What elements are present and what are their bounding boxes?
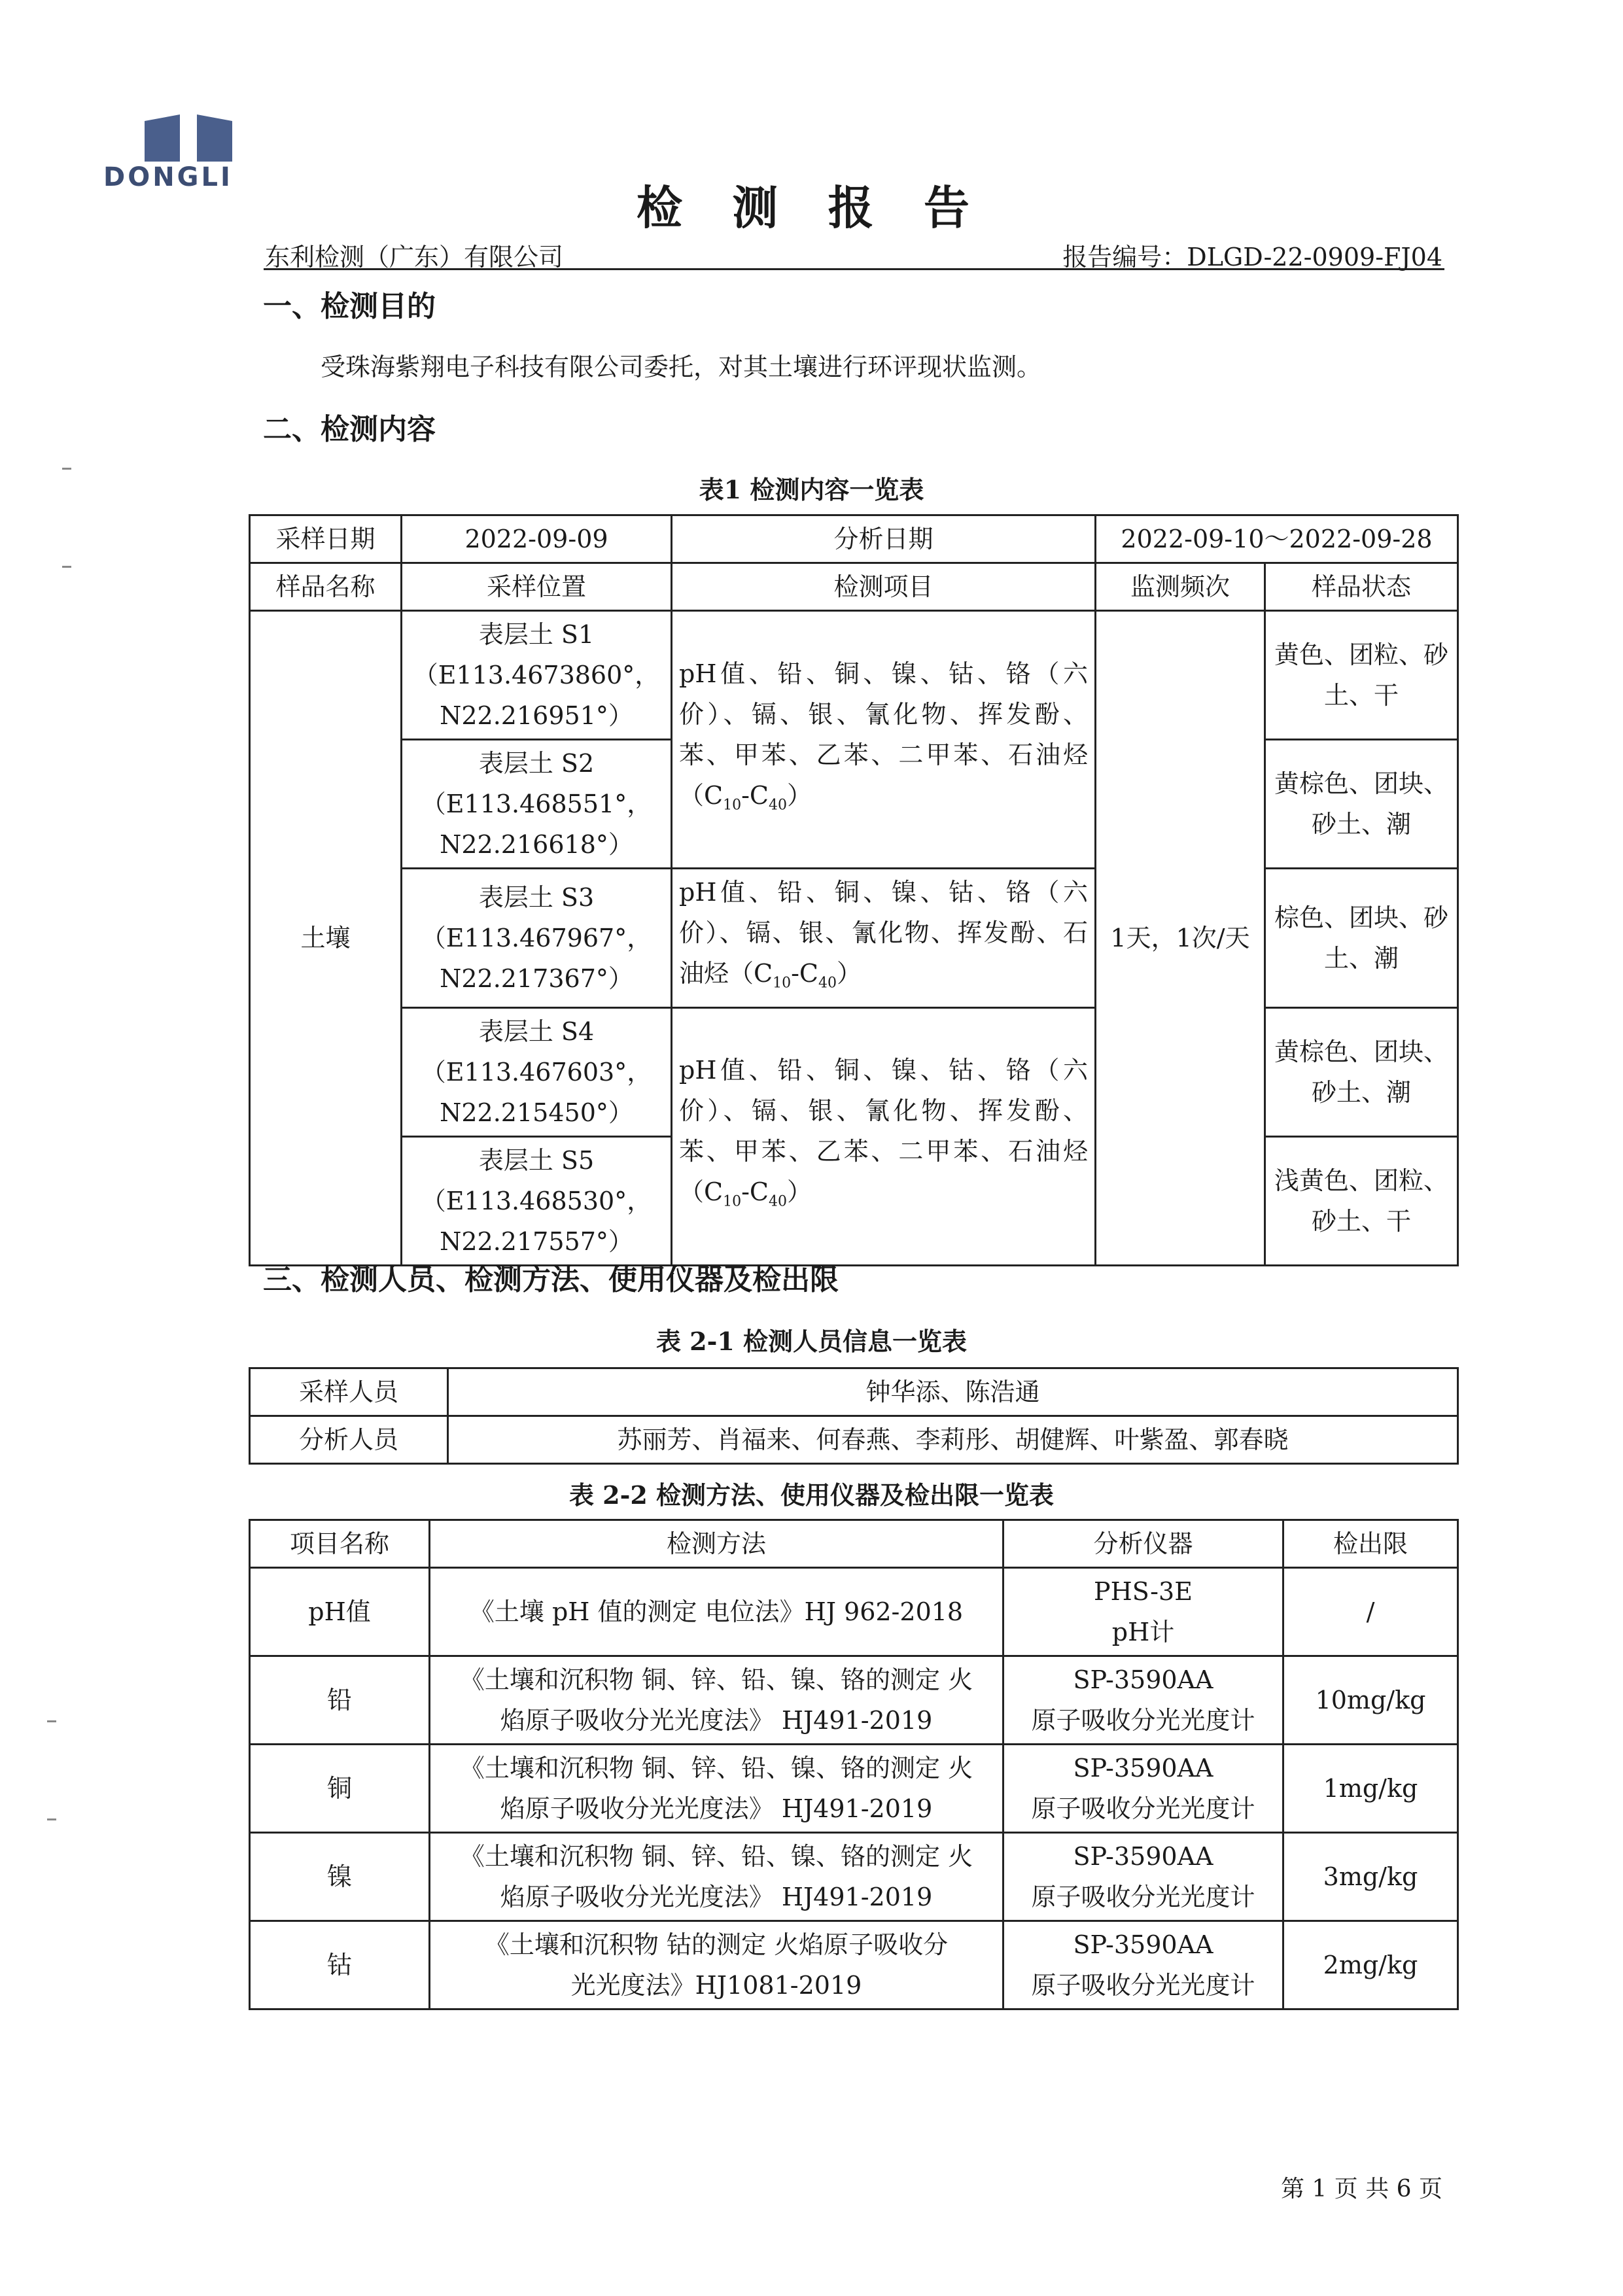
table-personnel bbox=[249, 1367, 1459, 1465]
section-title-personnel-methods: 三、检测人员、检测方法、使用仪器及检出限 bbox=[263, 1263, 839, 1296]
section-title-content: 二、检测内容 bbox=[263, 413, 436, 446]
method-item: 钴 bbox=[250, 1921, 430, 2009]
method-text: 《土壤 pH 值的测定 电位法》HJ 962-2018 bbox=[430, 1568, 1003, 1656]
method-text: 《土壤和沉积物 铜、锌、铅、镍、铬的测定 火 焰原子吸收分光光度法》 HJ491-2019 bbox=[430, 1833, 1003, 1921]
table1-caption: 表1 检测内容一览表 bbox=[699, 475, 924, 504]
header-state: 样品状态 bbox=[1265, 563, 1458, 611]
items-cell: pH值、铅、铜、镍、钴、铬（六价）、镉、银、氰化物、挥发酚、石油烃$(C_{10}-C_{40})$ bbox=[672, 869, 1096, 1008]
header-frequency: 监测频次 bbox=[1096, 563, 1265, 611]
report-title: 检 测 报 告 bbox=[636, 181, 987, 235]
frequency-cell: 1天，1次/天 bbox=[1096, 611, 1265, 1266]
state-cell: 黄棕色、团块、砂土、潮 bbox=[1265, 1007, 1458, 1136]
personnel-value: 苏丽芳、肖福来、何春燕、李莉彤、胡健辉、叶紫盈、郭春晓 bbox=[448, 1416, 1458, 1464]
state-cell: 浅黄色、团粒、砂土、干 bbox=[1265, 1136, 1458, 1265]
sample-name-cell: 土壤 bbox=[250, 611, 402, 1266]
location-cell: 表层土 S4 （E113.467603°， N22.215450°） bbox=[402, 1007, 672, 1136]
items-cell: pH值、铅、铜、镍、钴、铬（六价）、镉、银、氰化物、挥发酚、苯、甲苯、乙苯、二甲苯、石油烃$(C_{10}-C_{40})$ bbox=[672, 1007, 1096, 1265]
method-limit: 1mg/kg bbox=[1283, 1745, 1458, 1833]
header-item-name: 项目名称 bbox=[250, 1520, 430, 1568]
sampling-date-label: 采样日期 bbox=[250, 515, 402, 563]
analysis-date-value: 2022-09-10～2022-09-28 bbox=[1096, 515, 1458, 563]
method-item: 铜 bbox=[250, 1745, 430, 1833]
location-cell: 表层土 S2 （E113.468551°， N22.216618°） bbox=[402, 740, 672, 869]
header-method: 检测方法 bbox=[430, 1520, 1003, 1568]
sampling-date-value: 2022-09-09 bbox=[402, 515, 672, 563]
location-cell: 表层土 S3 （E113.467967°， N22.217367°） bbox=[402, 869, 672, 1008]
items-cell: pH值、铅、铜、镍、钴、铬（六价）、镉、银、氰化物、挥发酚、苯、甲苯、乙苯、二甲苯、石油烃$(C_{10}-C_{40})$ bbox=[672, 611, 1096, 869]
table-detection-content bbox=[249, 514, 1459, 1266]
method-limit: 10mg/kg bbox=[1283, 1656, 1458, 1745]
method-limit: 2mg/kg bbox=[1283, 1921, 1458, 2009]
page-number: 第 1 页 共 6 页 bbox=[1280, 2176, 1442, 2202]
table-methods bbox=[249, 1519, 1459, 2010]
header-divider bbox=[264, 268, 1444, 270]
method-text: 《土壤和沉积物 铜、锌、铅、镍、铬的测定 火 焰原子吸收分光光度法》 HJ491-2019 bbox=[430, 1656, 1003, 1745]
method-text: 《土壤和沉积物 钴的测定 火焰原子吸收分 光光度法》HJ1081-2019 bbox=[430, 1921, 1003, 2009]
method-instrument: SP-3590AA 原子吸收分光光度计 bbox=[1003, 1745, 1283, 1833]
method-limit: 3mg/kg bbox=[1283, 1833, 1458, 1921]
logo-text: DONGLI bbox=[103, 162, 233, 192]
location-cell: 表层土 S1 （E113.4673860°， N22.216951°） bbox=[402, 611, 672, 740]
method-item: 镍 bbox=[250, 1833, 430, 1921]
header-items: 检测项目 bbox=[672, 563, 1096, 611]
table21-caption: 表 2-1 检测人员信息一览表 bbox=[655, 1327, 968, 1356]
scan-speck bbox=[62, 566, 71, 568]
method-instrument: SP-3590AA 原子吸收分光光度计 bbox=[1003, 1921, 1283, 2009]
personnel-value: 钟华添、陈浩通 bbox=[448, 1368, 1458, 1416]
header-sample-name: 样品名称 bbox=[250, 563, 402, 611]
table22-caption: 表 2-2 检测方法、使用仪器及检出限一览表 bbox=[568, 1480, 1055, 1510]
state-cell: 黄色、团粒、砂土、干 bbox=[1265, 611, 1458, 740]
scan-speck bbox=[47, 1818, 56, 1820]
section-title-purpose: 一、检测目的 bbox=[263, 290, 436, 323]
method-item: pH值 bbox=[250, 1568, 430, 1656]
header-limit: 检出限 bbox=[1283, 1520, 1458, 1568]
personnel-label: 分析人员 bbox=[250, 1416, 448, 1464]
dongli-logo-mark bbox=[139, 114, 237, 162]
report-number: 报告编号：DLGD-22-0909-FJ04 bbox=[1062, 243, 1442, 271]
analysis-date-label: 分析日期 bbox=[672, 515, 1096, 563]
header-instrument: 分析仪器 bbox=[1003, 1520, 1283, 1568]
personnel-label: 采样人员 bbox=[250, 1368, 448, 1416]
scan-speck bbox=[47, 1720, 56, 1722]
state-cell: 棕色、团块、砂土、潮 bbox=[1265, 869, 1458, 1008]
location-cell: 表层土 S5 （E113.468530°， N22.217557°） bbox=[402, 1136, 672, 1265]
state-cell: 黄棕色、团块、砂土、潮 bbox=[1265, 740, 1458, 869]
method-instrument: SP-3590AA 原子吸收分光光度计 bbox=[1003, 1833, 1283, 1921]
company-name: 东利检测（广东）有限公司 bbox=[265, 243, 564, 271]
method-limit: / bbox=[1283, 1568, 1458, 1656]
purpose-text: 受珠海紫翔电子科技有限公司委托，对其土壤进行环评现状监测。 bbox=[321, 353, 1042, 381]
method-instrument: SP-3590AA 原子吸收分光光度计 bbox=[1003, 1656, 1283, 1745]
header-location: 采样位置 bbox=[402, 563, 672, 611]
method-instrument: PHS-3E pH计 bbox=[1003, 1568, 1283, 1656]
method-item: 铅 bbox=[250, 1656, 430, 1745]
method-text: 《土壤和沉积物 铜、锌、铅、镍、铬的测定 火 焰原子吸收分光光度法》 HJ491-2019 bbox=[430, 1745, 1003, 1833]
